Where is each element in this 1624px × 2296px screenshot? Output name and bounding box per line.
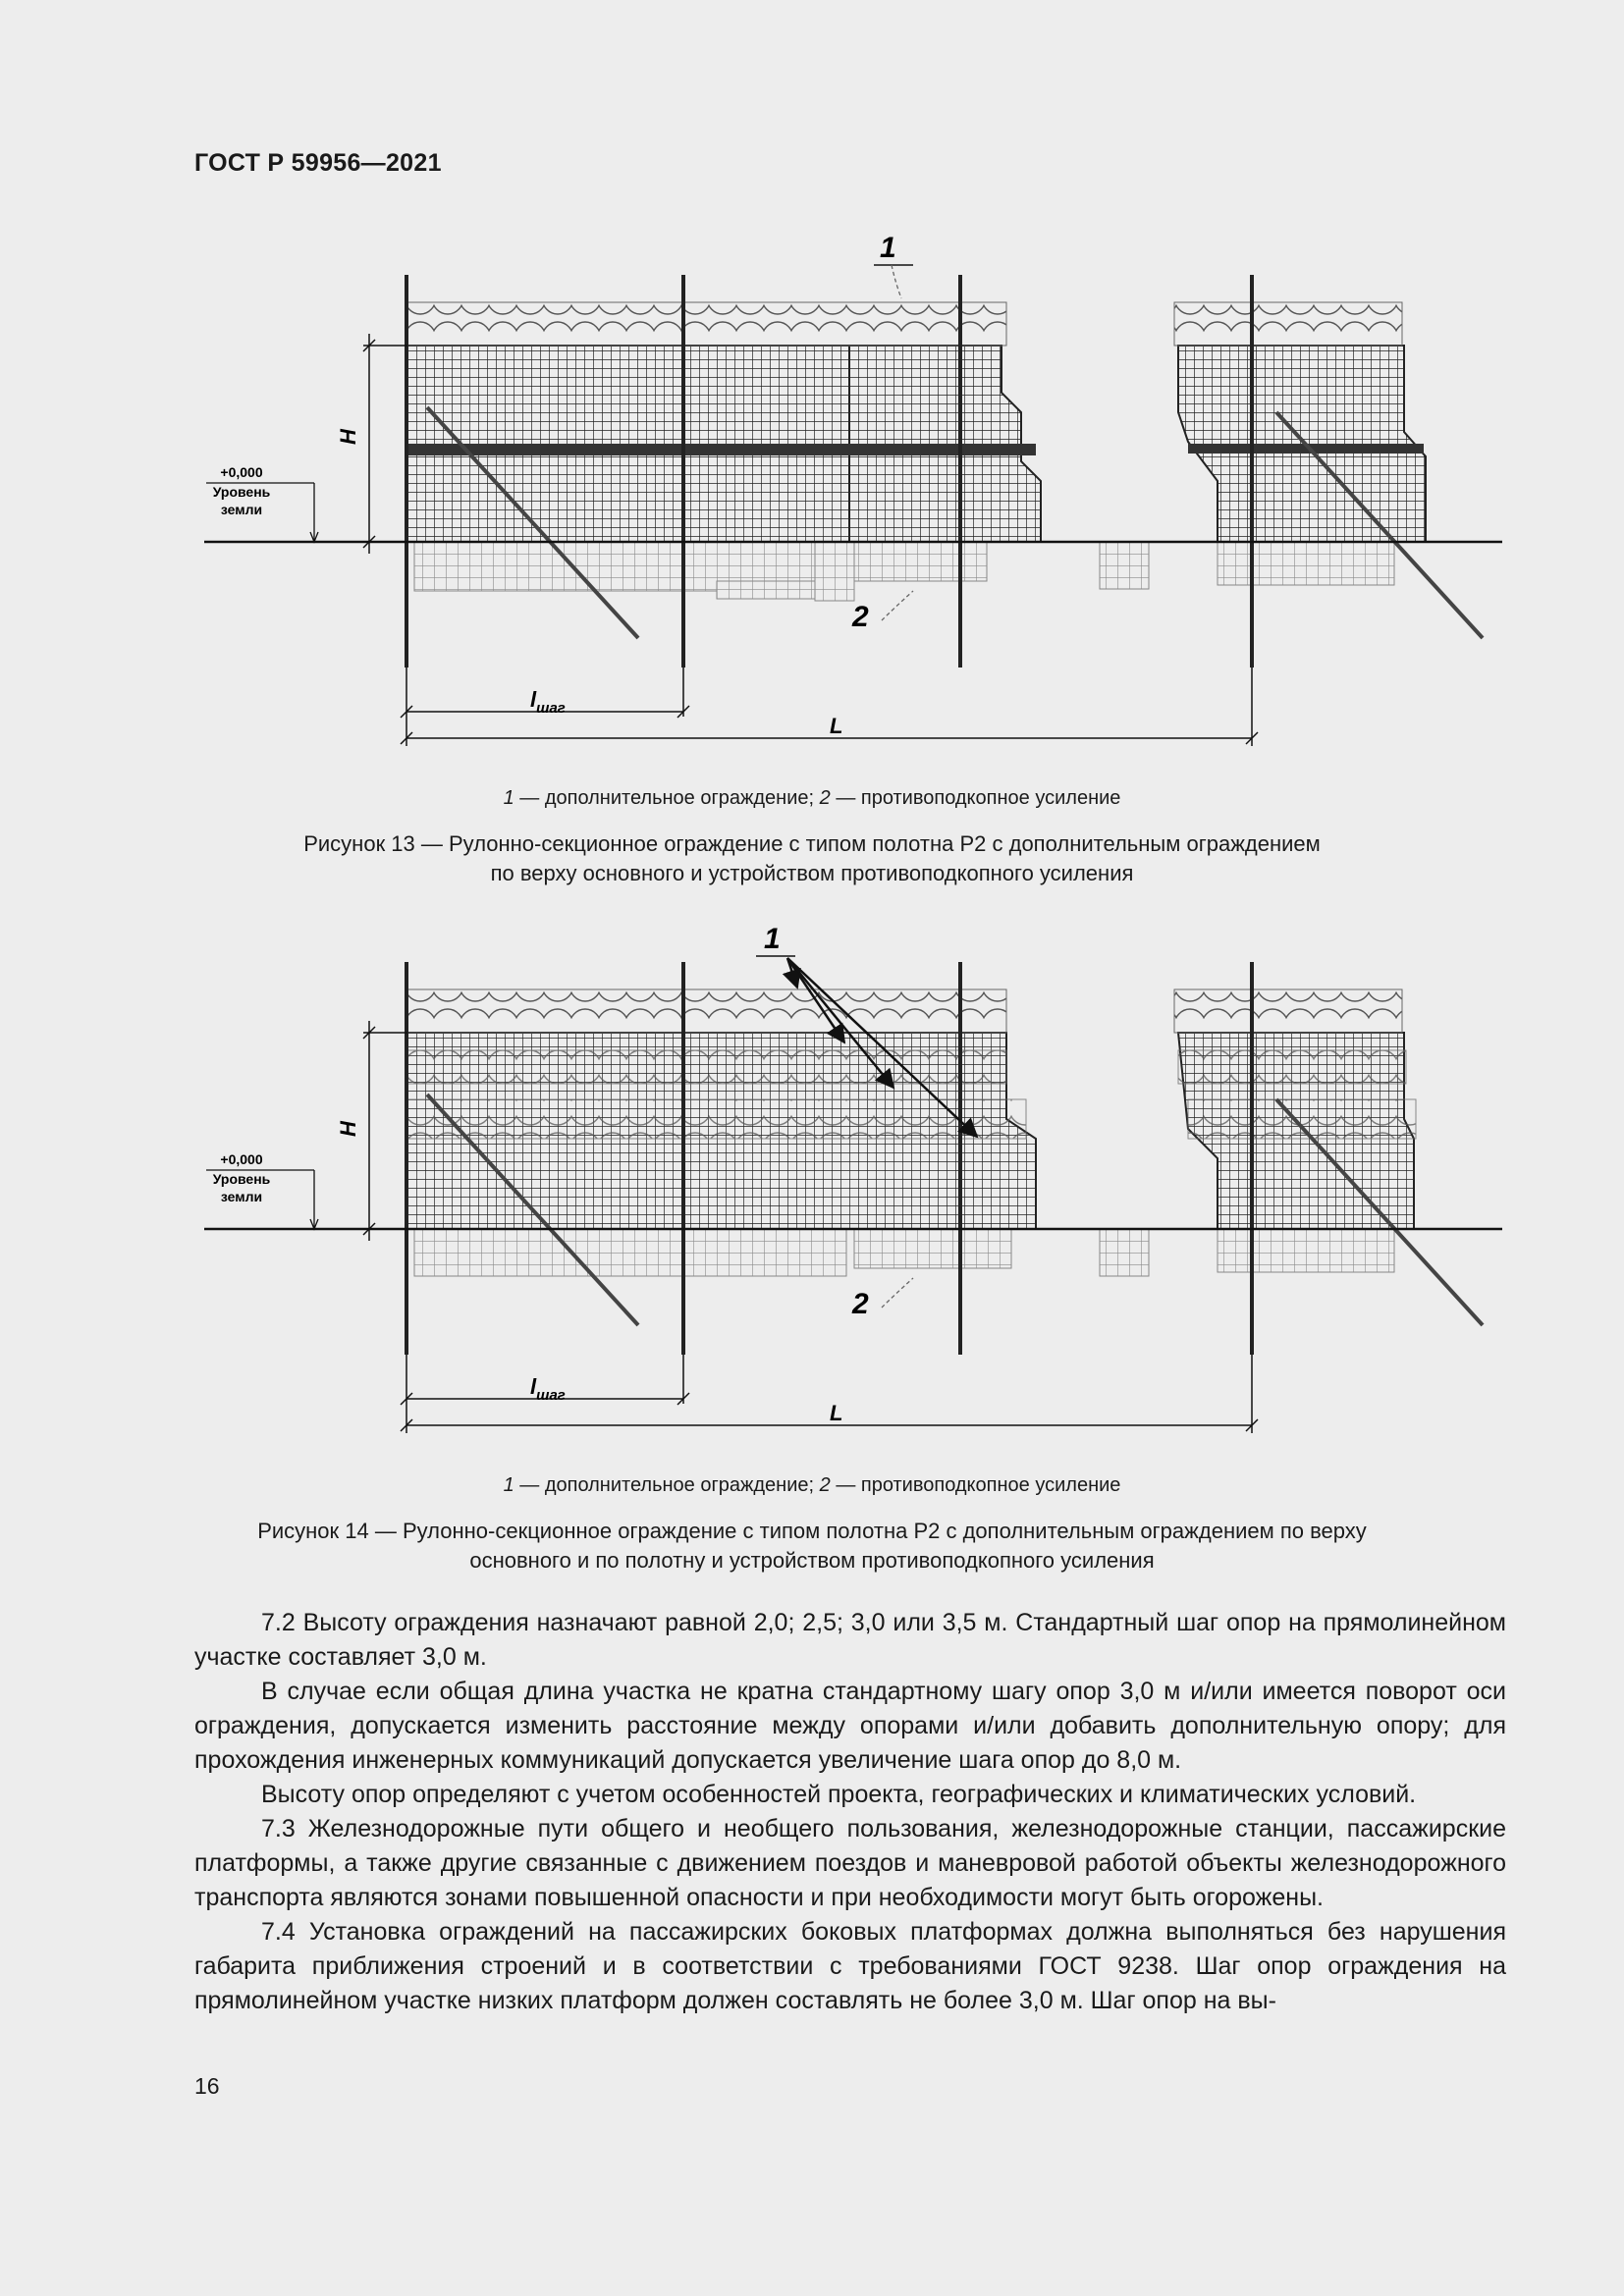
ground-level-text-1: Уровень	[212, 1171, 271, 1187]
standard-header: ГОСТ Р 59956—2021	[194, 149, 442, 177]
figure-14-caption-line-2: основного и по полотну и устройством противоподкопного усиления	[469, 1548, 1155, 1573]
ground-level-mark	[206, 1151, 318, 1229]
figure-14-legend: 1 — дополнительное ограждение; 2 — противоподкопное усиление	[503, 1474, 1121, 1496]
length-label: L	[830, 1401, 843, 1425]
callout-1	[874, 236, 913, 298]
ground-level-text-1: Уровень	[212, 484, 271, 500]
ground-level-value: +0,000	[220, 1151, 263, 1167]
height-dimension	[363, 334, 407, 554]
figure-13-svg	[187, 236, 1522, 775]
length-label: L	[830, 714, 843, 738]
paragraph-7-2-height: Высоту опор определяют с учетом особенностей проекта, географических и климатических условий.	[261, 1781, 1417, 1808]
paragraph-7-3: 7.3 Железнодорожные пути общего и необщего пользования, железнодорожные станции, пассажирские платформы, а также другие связанные с движением поездов и маневровой работой объекты железнодорожного транспорта являются зонами повышенной опасности и при необходимости могут быть огорожены.	[194, 1815, 1506, 1911]
fence-mesh	[407, 346, 1426, 542]
figure-13-caption-line-2: по верху основного и устройством противоподкопного усиления	[490, 861, 1134, 885]
height-label: H	[336, 429, 360, 445]
figure-13-caption	[0, 829, 1624, 888]
ground-level-text-2: земли	[220, 502, 263, 517]
figure-13-legend: 1 — дополнительное ограждение; 2 — противоподкопное усиление	[503, 787, 1121, 809]
concertina-coils	[407, 989, 1416, 1139]
figure-14-svg	[187, 923, 1522, 1453]
ground-level-text-2: земли	[220, 1189, 263, 1204]
figure-13-drawing	[187, 236, 1522, 775]
ground-level-value: +0,000	[220, 464, 263, 480]
figure-14-caption-line-1: Рисунок 14 — Рулонно-секционное ограждение с типом полотна Р2 с дополнительным ограждением по верху	[257, 1519, 1367, 1543]
body-text	[194, 1606, 1506, 2018]
paragraph-7-2: 7.2 Высоту ограждения назначают равной 2,0; 2,5; 3,0 или 3,5 м. Стандартный шаг опор на прямолинейном участке составляет 3,0 м.	[194, 1609, 1506, 1671]
step-label: $l_{шаг}$	[530, 1374, 566, 1404]
step-label: $l_{шаг}$	[530, 687, 566, 717]
ground-level-mark	[206, 464, 318, 542]
paragraph-7-2-cont: В случае если общая длина участка не кратна стандартному шагу опор 3,0 м и/или имеется поворот оси ограждения, допускается изменить расстояние между опорами и/или добавить дополнительную опору; для прохождения инженерных коммуникаций допускается увеличение шага опор до 8,0 м.	[194, 1678, 1506, 1774]
height-label: H	[336, 1121, 360, 1137]
height-dimension	[363, 1021, 407, 1241]
figure-13-caption-line-1: Рисунок 13 — Рулонно-секционное ограждение с типом полотна Р2 с дополнительным ограждением	[303, 831, 1321, 856]
callout-2	[851, 591, 913, 633]
svg-text:1: 1	[880, 236, 896, 264]
paragraph-7-4: 7.4 Установка ограждений на пассажирских боковых платформах должна выполняться без нарушения габарита приближения строений и в соответствии с требованиями ГОСТ 9238. Шаг опор ограждения на прямолинейном участке низких платформ должен составлять не более 3,0 м. Шаг опор на вы-	[194, 1918, 1506, 2014]
page-number: 16	[194, 2073, 220, 2099]
svg-text:2: 2	[852, 601, 869, 633]
underground-mesh	[414, 540, 1394, 601]
callout-2	[851, 1278, 913, 1320]
figure-14-drawing	[187, 923, 1522, 1453]
underground-mesh	[414, 1227, 1394, 1276]
figure-14-caption	[0, 1517, 1624, 1575]
svg-text:1: 1	[764, 923, 781, 955]
svg-text:2: 2	[852, 1288, 869, 1320]
